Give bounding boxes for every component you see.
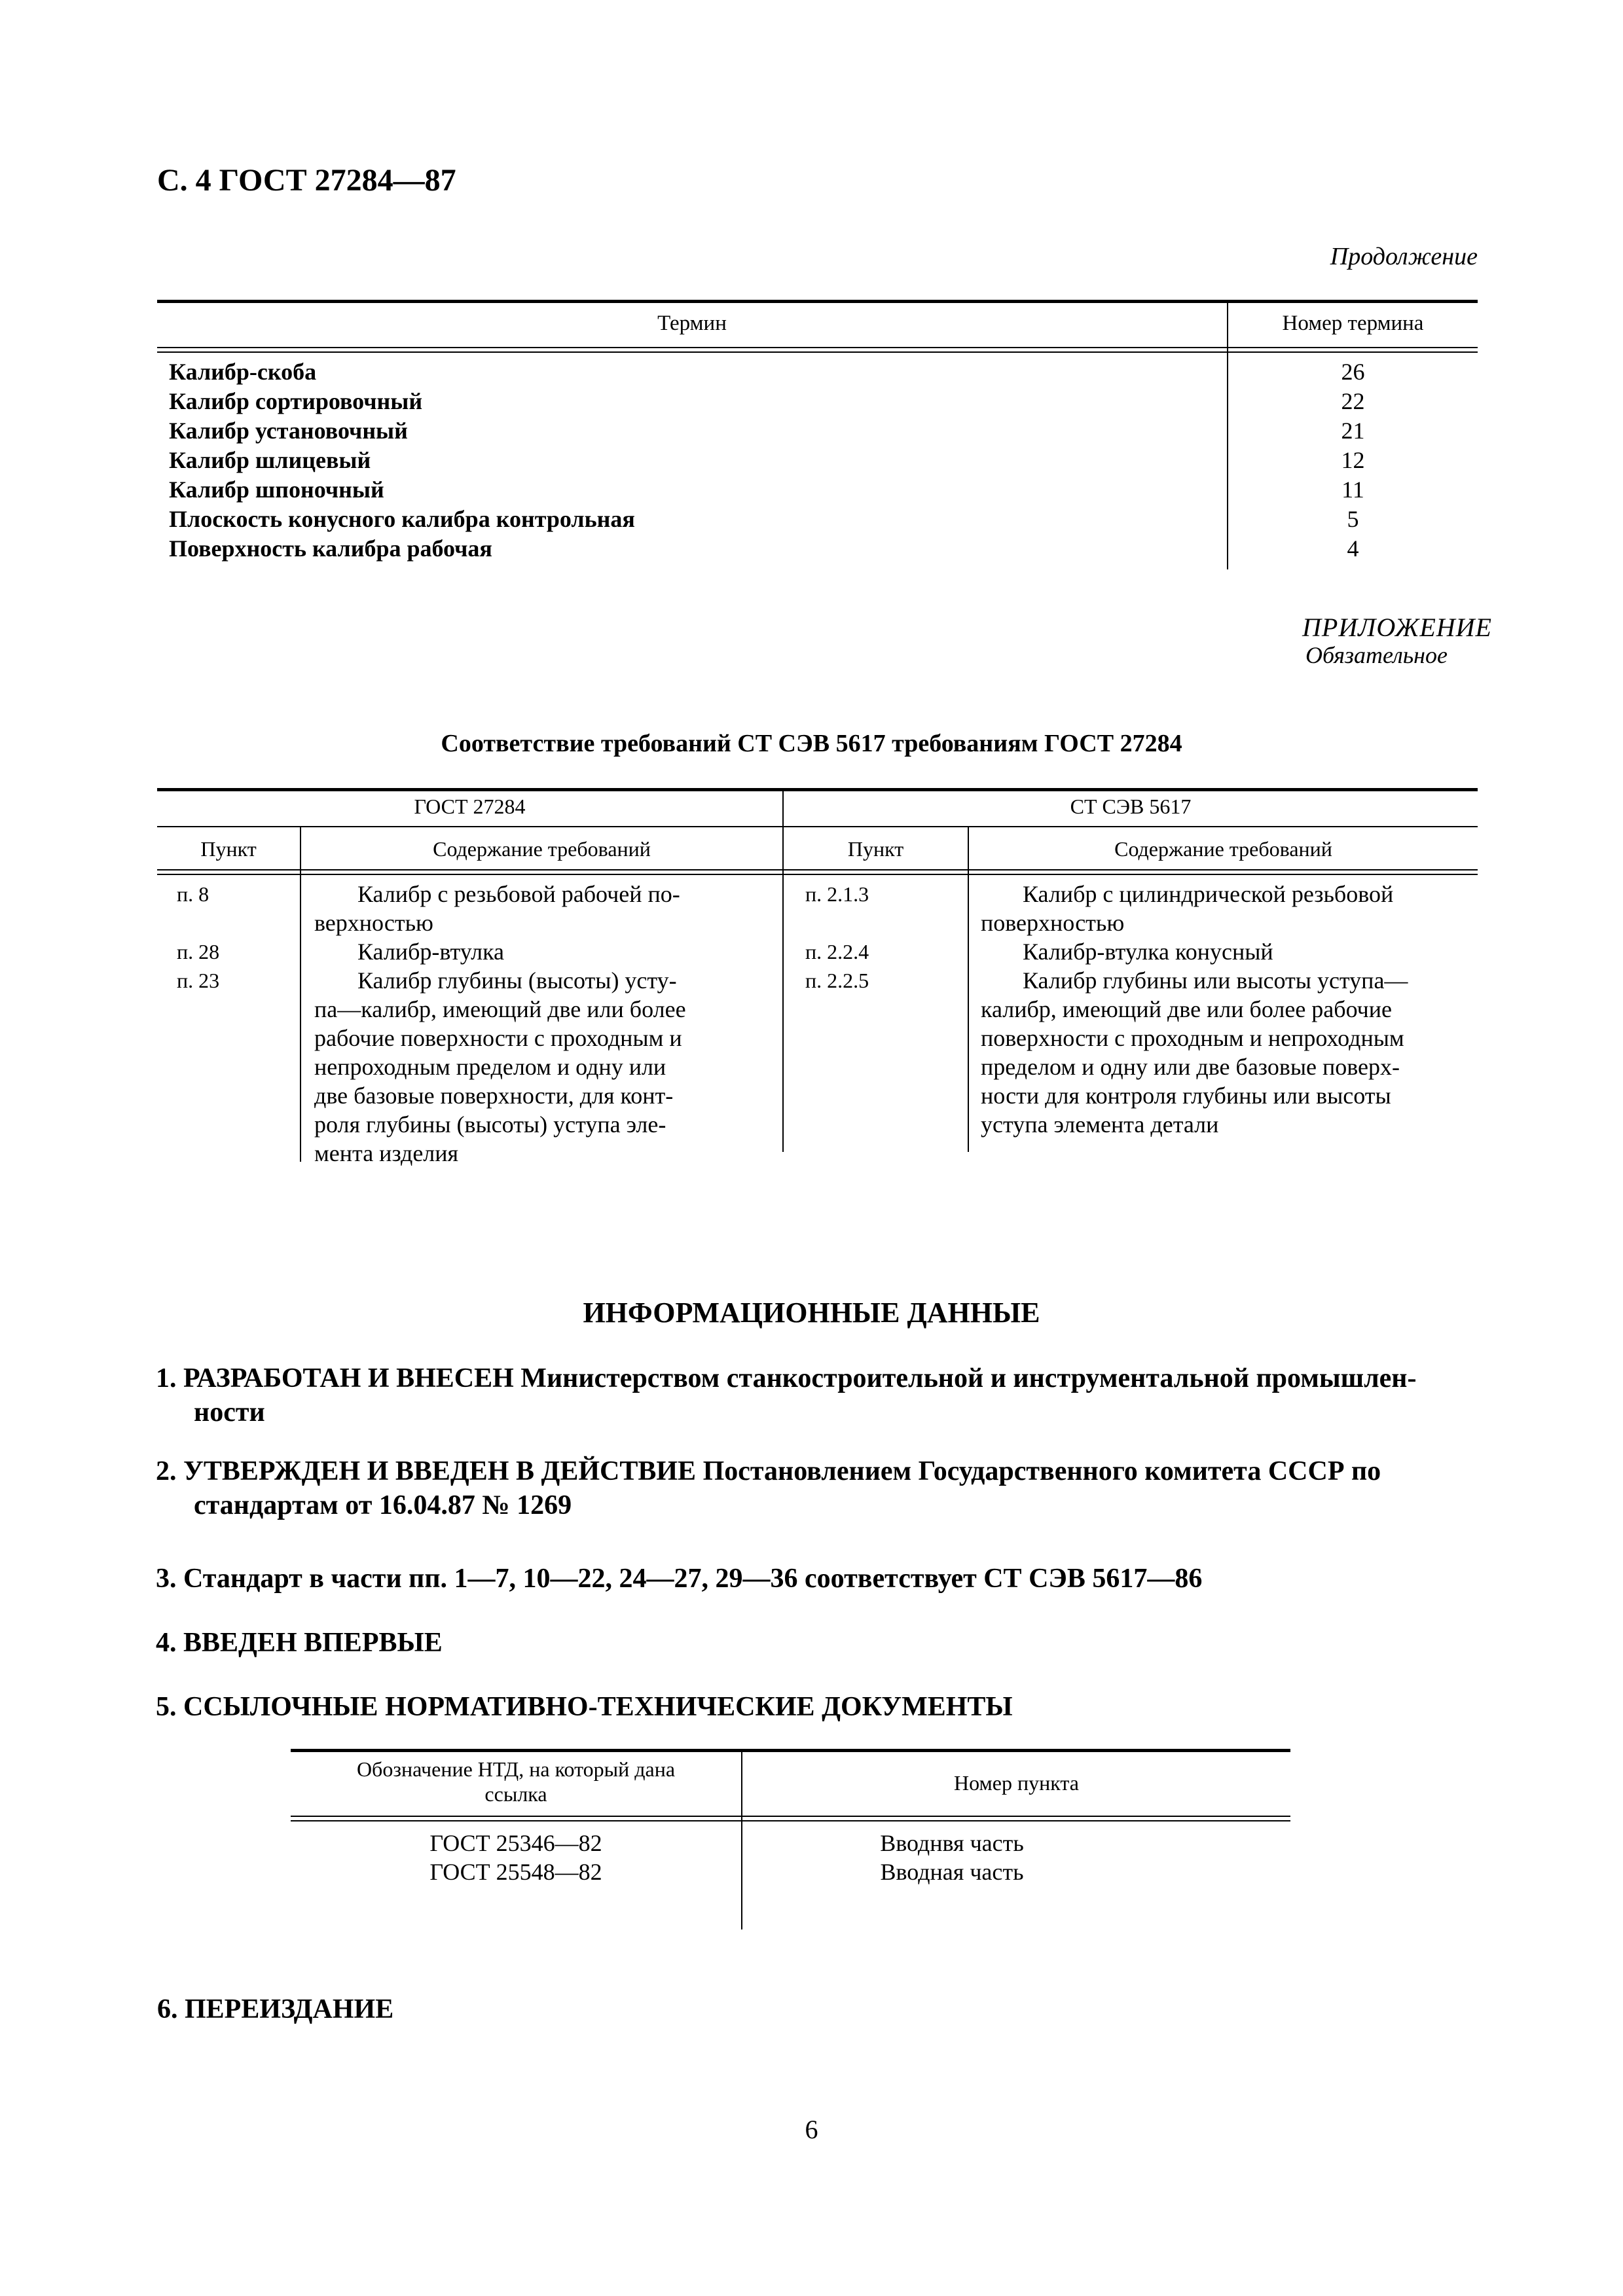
- correspondence-table: [157, 788, 1478, 1166]
- term-number-cell: 22: [1341, 388, 1365, 414]
- content-line: Калибр глубины или высоты уступа—: [1023, 967, 1408, 994]
- info-item: [156, 1626, 1478, 1660]
- ref-point-cell: Вводнвя часть: [880, 1830, 1024, 1856]
- term-number-cell: 11: [1341, 476, 1364, 503]
- point-cell: п. 23: [177, 969, 220, 992]
- table-row: [169, 446, 1478, 475]
- column-divider: [300, 874, 301, 1162]
- ref-point-cell: Вводная часть: [880, 1859, 1024, 1885]
- content-line: Калибр с цилиндрической резьбовой: [1023, 881, 1394, 907]
- col-header-doc-line: ссылка: [484, 1782, 547, 1806]
- term-cell: Плоскость конусного калибра контрольная: [169, 506, 635, 532]
- references-table: [291, 1749, 1290, 1929]
- content-line: поверхностью: [981, 910, 1125, 936]
- col-header-point: Пункт: [200, 837, 257, 861]
- term-number-cell: 26: [1341, 359, 1365, 385]
- col-header-doc-line: Обозначение НТД, на который дана: [356, 1757, 676, 1781]
- table-row: [169, 505, 1478, 534]
- point-cell: п. 8: [177, 882, 210, 906]
- point-cell: п. 28: [177, 940, 220, 963]
- col-header-doc: [291, 1757, 741, 1806]
- table-rule: [291, 1816, 1290, 1817]
- ref-doc-cell: ГОСТ 25346—82: [429, 1830, 602, 1856]
- content-line: пределом и одну или две базовые поверх-: [981, 1054, 1400, 1080]
- info-item: [156, 1361, 1478, 1429]
- terms-header-number: Номер термина: [1282, 312, 1424, 335]
- content-line: Калибр-втулка: [357, 939, 505, 965]
- term-number-cell: 21: [1341, 418, 1365, 444]
- table-rule: [291, 1749, 1290, 1752]
- table-rule: [157, 351, 1478, 353]
- info-item-line: ности: [194, 1397, 265, 1427]
- point-cell: п. 2.2.5: [805, 969, 869, 992]
- term-cell: Калибр-скоба: [169, 359, 317, 385]
- info-item-line: 3. Стандарт в части пп. 1—7, 10—22, 24—27, 29—36 соответствует СТ СЭВ 5617—86: [156, 1564, 1203, 1594]
- point-cell: п. 2.1.3: [805, 882, 869, 906]
- content-line: калибр, имеющий две или более рабочие: [981, 996, 1393, 1022]
- col-header-point: Пункт: [847, 837, 904, 861]
- content-line: па—калибр, имеющий две или более: [314, 996, 686, 1022]
- content-line: Калибр глубины (высоты) усту-: [357, 967, 677, 994]
- info-item-line: 4. ВВЕДЕН ВПЕРВЫЕ: [156, 1628, 443, 1658]
- page-header: С. 4 ГОСТ 27284—87: [157, 163, 456, 198]
- content-line: роля глубины (высоты) уступа эле-: [314, 1111, 666, 1138]
- table-rule: [157, 826, 1478, 827]
- content-line: мента изделия: [314, 1140, 459, 1166]
- content-line: уступа элемента детали: [981, 1111, 1219, 1138]
- content-line: поверхности с проходным и непроходным: [981, 1025, 1404, 1051]
- group-header-st-sev: СТ СЭВ 5617: [1070, 795, 1192, 818]
- term-number-cell: 4: [1347, 535, 1359, 562]
- col-header-content: Содержание требований: [433, 837, 651, 861]
- col-header-content: Содержание требований: [1114, 837, 1332, 861]
- table-rule: [157, 788, 1478, 791]
- content-line: Калибр с резьбовой рабочей по-: [357, 881, 680, 907]
- term-cell: Калибр шпоночный: [169, 476, 384, 503]
- term-number-cell: 5: [1347, 506, 1359, 532]
- appendix-subtitle: Обязательное: [1305, 642, 1448, 668]
- correspondence-title: Соответствие требований СТ СЭВ 5617 требованиям ГОСТ 27284: [441, 730, 1182, 757]
- terms-header-term: Термин: [657, 312, 727, 335]
- table-rule: [291, 1820, 1290, 1821]
- info-item: [156, 1454, 1478, 1522]
- term-cell: Калибр шлицевый: [169, 447, 371, 473]
- column-divider: [968, 874, 969, 1152]
- table-row: [169, 416, 1478, 446]
- info-item-line: 1. РАЗРАБОТАН И ВНЕСЕН Министерством станкостроительной и инструментальной промышлен-: [156, 1363, 1417, 1393]
- table-rule: [157, 300, 1478, 303]
- table-rule: [157, 874, 1478, 875]
- appendix-title: ПРИЛОЖЕНИЕ: [1302, 613, 1492, 642]
- info-item-line: 5. ССЫЛОЧНЫЕ НОРМАТИВНО-ТЕХНИЧЕСКИЕ ДОКУМЕНТЫ: [156, 1692, 1013, 1722]
- content-line: рабочие поверхности с проходным и: [314, 1025, 682, 1051]
- term-cell: Калибр сортировочный: [169, 388, 423, 414]
- page-number: 6: [805, 2115, 818, 2144]
- continuation-label: Продолжение: [1330, 243, 1478, 270]
- term-cell: Поверхность калибра рабочая: [169, 535, 492, 562]
- table-row: [169, 357, 1478, 387]
- info-item: [156, 1562, 1478, 1596]
- table-rule: [157, 869, 1478, 870]
- table-row: [169, 534, 1478, 564]
- group-header-gost: ГОСТ 27284: [414, 795, 526, 818]
- content-line: две базовые поверхности, для конт-: [314, 1083, 674, 1109]
- table-rule: [157, 347, 1478, 348]
- info-item-line: стандартам от 16.04.87 № 1269: [194, 1490, 572, 1520]
- info-item-line: 2. УТВЕРЖДЕН И ВВЕДЕН В ДЕЙСТВИЕ Постановлением Государственного комитета СССР по: [156, 1456, 1381, 1486]
- table-row: [169, 387, 1478, 416]
- table-row: [169, 475, 1478, 505]
- content-line: ности для контроля глубины или высоты: [981, 1083, 1391, 1109]
- point-cell: п. 2.2.4: [805, 940, 869, 963]
- content-line: непроходным пределом и одну или: [314, 1054, 666, 1080]
- content-line: Калибр-втулка конусный: [1023, 939, 1273, 965]
- info-item: [156, 1690, 1478, 1724]
- info-item: 6. ПЕРЕИЗДАНИЕ: [157, 1994, 394, 2024]
- col-header-point: Номер пункта: [954, 1771, 1079, 1795]
- info-title: ИНФОРМАЦИОННЫЕ ДАННЫЕ: [583, 1297, 1040, 1329]
- ref-doc-cell: ГОСТ 25548—82: [429, 1859, 602, 1885]
- term-number-cell: 12: [1341, 447, 1365, 473]
- content-line: верхностью: [314, 910, 433, 936]
- term-cell: Калибр установочный: [169, 418, 408, 444]
